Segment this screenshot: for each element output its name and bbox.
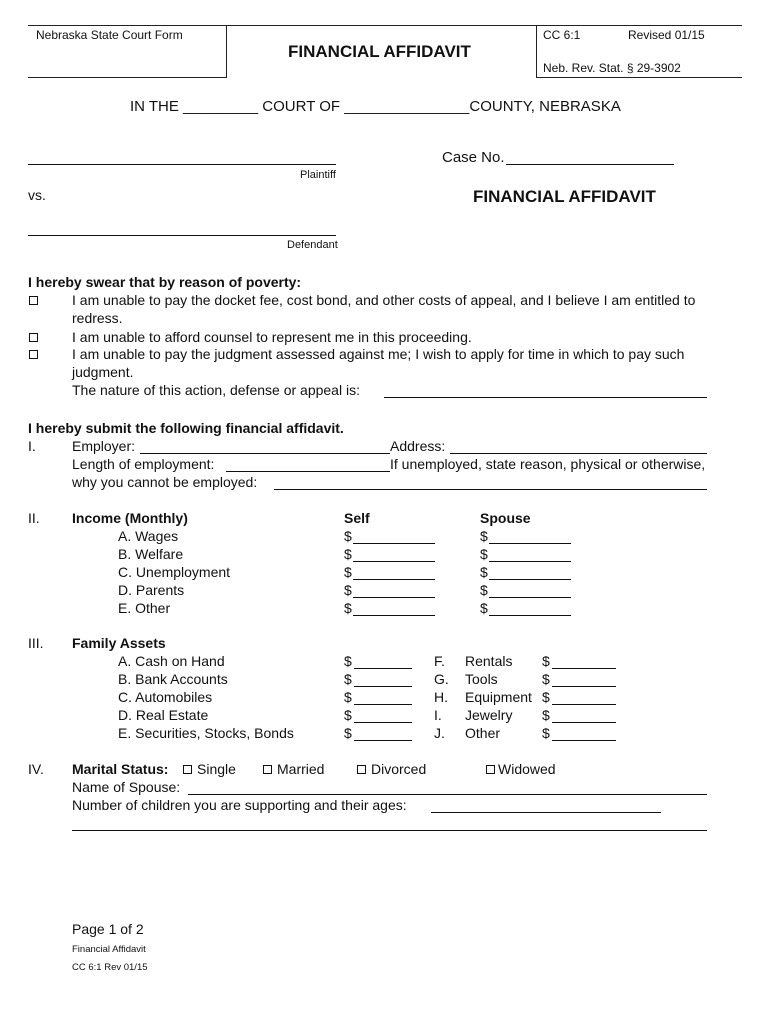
page-number: Page 1 of 2 bbox=[72, 921, 144, 937]
employer-label: Employer: bbox=[72, 438, 136, 454]
case-no-label: Case No. bbox=[442, 149, 505, 166]
asset-item: E. Securities, Stocks, Bonds bbox=[118, 725, 294, 741]
asset-letter: H. bbox=[434, 689, 448, 705]
footer-form-rev: CC 6:1 Rev 01/15 bbox=[72, 962, 148, 973]
poverty-heading: I hereby swear that by reason of poverty: bbox=[28, 274, 302, 290]
self-welfare-line[interactable] bbox=[353, 561, 435, 562]
court-form-label: Nebraska State Court Form bbox=[36, 28, 183, 42]
asset-item: Rentals bbox=[465, 653, 513, 669]
income-title: Income (Monthly) bbox=[72, 510, 188, 526]
why-line[interactable] bbox=[274, 489, 707, 490]
length-label: Length of employment: bbox=[72, 456, 215, 472]
income-item: E. Other bbox=[118, 600, 171, 616]
children-line-2[interactable] bbox=[72, 830, 707, 831]
automobiles-line[interactable] bbox=[354, 704, 412, 705]
checkbox-widowed[interactable] bbox=[486, 765, 495, 774]
self-parents-line[interactable] bbox=[353, 597, 435, 598]
spouse-unemployment-line[interactable] bbox=[489, 579, 571, 580]
asset-item: C. Automobiles bbox=[118, 689, 213, 705]
asset-letter: G. bbox=[434, 671, 449, 687]
currency-sign: $ bbox=[344, 671, 352, 687]
asset-item: Jewelry bbox=[465, 707, 513, 723]
asset-letter: I. bbox=[434, 707, 442, 723]
length-line[interactable] bbox=[226, 471, 390, 472]
currency-sign: $ bbox=[480, 546, 488, 562]
address-line[interactable] bbox=[450, 453, 707, 454]
currency-sign: $ bbox=[480, 600, 488, 616]
currency-sign: $ bbox=[542, 671, 550, 687]
vs-label: vs. bbox=[28, 187, 46, 203]
checkbox-counsel[interactable] bbox=[29, 333, 38, 342]
currency-sign: $ bbox=[542, 725, 550, 741]
defendant-name-line[interactable] bbox=[28, 235, 336, 236]
rentals-line[interactable] bbox=[552, 668, 616, 669]
poverty-item-1-line2: redress. bbox=[72, 310, 123, 326]
plaintiff-name-line[interactable] bbox=[28, 164, 336, 165]
case-no-line[interactable] bbox=[506, 164, 674, 165]
self-column-header: Self bbox=[344, 510, 370, 526]
plaintiff-label: Plaintiff bbox=[300, 169, 336, 181]
currency-sign: $ bbox=[344, 528, 352, 544]
checkbox-docket-fee[interactable] bbox=[29, 296, 38, 305]
address-label: Address: bbox=[390, 438, 446, 454]
asset-letter: J. bbox=[434, 725, 445, 741]
unemployed-label: If unemployed, state reason, physical or otherwise, bbox=[390, 456, 706, 472]
form-code: CC 6:1 bbox=[543, 28, 581, 42]
checkbox-single[interactable] bbox=[183, 765, 192, 774]
asset-item: Tools bbox=[465, 671, 498, 687]
currency-sign: $ bbox=[480, 564, 488, 580]
currency-sign: $ bbox=[344, 707, 352, 723]
footer-form-name: Financial Affidavit bbox=[72, 944, 146, 955]
currency-sign: $ bbox=[480, 528, 488, 544]
income-item: C. Unemployment bbox=[118, 564, 231, 580]
checkbox-married[interactable] bbox=[263, 765, 272, 774]
asset-letter: F. bbox=[434, 653, 445, 669]
section-3-number: III. bbox=[28, 635, 44, 651]
poverty-item-3-line1: I am unable to pay the judgment assessed against me; I wish to apply for time in which to pay such bbox=[72, 346, 685, 362]
spouse-welfare-line[interactable] bbox=[489, 561, 571, 562]
currency-sign: $ bbox=[344, 546, 352, 562]
other-assets-line[interactable] bbox=[552, 740, 616, 741]
currency-sign: $ bbox=[344, 725, 352, 741]
currency-sign: $ bbox=[344, 689, 352, 705]
currency-sign: $ bbox=[542, 653, 550, 669]
checkbox-judgment[interactable] bbox=[29, 350, 38, 359]
income-item: A. Wages bbox=[118, 528, 179, 544]
securities-line[interactable] bbox=[354, 740, 412, 741]
asset-item: B. Bank Accounts bbox=[118, 671, 228, 687]
currency-sign: $ bbox=[344, 564, 352, 580]
defendant-label: Defendant bbox=[287, 239, 338, 251]
jewelry-line[interactable] bbox=[552, 722, 616, 723]
self-unemployment-line[interactable] bbox=[353, 579, 435, 580]
income-item: D. Parents bbox=[118, 582, 185, 598]
poverty-item-2: I am unable to afford counsel to represent me in this proceeding. bbox=[72, 329, 472, 345]
why-label: why you cannot be employed: bbox=[72, 474, 258, 490]
employer-line[interactable] bbox=[140, 453, 390, 454]
option-divorced[interactable]: Divorced bbox=[357, 761, 426, 777]
poverty-item-1-line1: I am unable to pay the docket fee, cost bond, and other costs of appeal, and I believe I am entitled to bbox=[72, 292, 696, 308]
self-other-line[interactable] bbox=[353, 615, 435, 616]
spouse-name-label: Name of Spouse: bbox=[72, 779, 181, 795]
statute-reference: Neb. Rev. Stat. § 29-3902 bbox=[543, 61, 681, 75]
asset-item: Equipment bbox=[465, 689, 532, 705]
currency-sign: $ bbox=[542, 689, 550, 705]
marital-title: Marital Status: bbox=[72, 761, 169, 777]
spouse-name-line[interactable] bbox=[188, 794, 707, 795]
asset-item: A. Cash on Hand bbox=[118, 653, 225, 669]
spouse-column-header: Spouse bbox=[480, 510, 531, 526]
option-widowed[interactable]: Widowed bbox=[486, 761, 556, 777]
currency-sign: $ bbox=[542, 707, 550, 723]
document-title: FINANCIAL AFFIDAVIT bbox=[473, 187, 656, 206]
revised-date: Revised 01/15 bbox=[628, 28, 705, 42]
currency-sign: $ bbox=[344, 600, 352, 616]
header-title: FINANCIAL AFFIDAVIT bbox=[288, 42, 471, 61]
asset-item: Other bbox=[465, 725, 501, 741]
nature-line[interactable] bbox=[384, 397, 707, 398]
section-2-number: II. bbox=[28, 510, 40, 526]
currency-sign: $ bbox=[344, 582, 352, 598]
tools-line[interactable] bbox=[552, 686, 616, 687]
spouse-wages-line[interactable] bbox=[489, 543, 571, 544]
bank-accounts-line[interactable] bbox=[354, 686, 412, 687]
court-line: IN THE _________ COURT OF _______________COUNTY, NEBRASKA bbox=[130, 98, 621, 115]
section-4-number: IV. bbox=[28, 761, 44, 777]
equipment-line[interactable] bbox=[552, 704, 616, 705]
section-1-number: I. bbox=[28, 438, 36, 454]
option-married[interactable]: Married bbox=[263, 761, 324, 777]
option-single[interactable]: Single bbox=[183, 761, 236, 777]
currency-sign: $ bbox=[480, 582, 488, 598]
nature-label: The nature of this action, defense or appeal is: bbox=[72, 382, 360, 398]
assets-title: Family Assets bbox=[72, 635, 166, 651]
spouse-parents-line[interactable] bbox=[489, 597, 571, 598]
income-item: B. Welfare bbox=[118, 546, 184, 562]
spouse-other-line[interactable] bbox=[489, 615, 571, 616]
cash-on-hand-line[interactable] bbox=[354, 668, 412, 669]
currency-sign: $ bbox=[344, 653, 352, 669]
children-line[interactable] bbox=[431, 812, 661, 813]
children-label: Number of children you are supporting and their ages: bbox=[72, 797, 407, 813]
affidavit-heading: I hereby submit the following financial affidavit. bbox=[28, 420, 344, 436]
checkbox-divorced[interactable] bbox=[357, 765, 366, 774]
self-wages-line[interactable] bbox=[353, 543, 435, 544]
real-estate-line[interactable] bbox=[354, 722, 412, 723]
asset-item: D. Real Estate bbox=[118, 707, 209, 723]
poverty-item-3-line2: judgment. bbox=[72, 364, 134, 380]
